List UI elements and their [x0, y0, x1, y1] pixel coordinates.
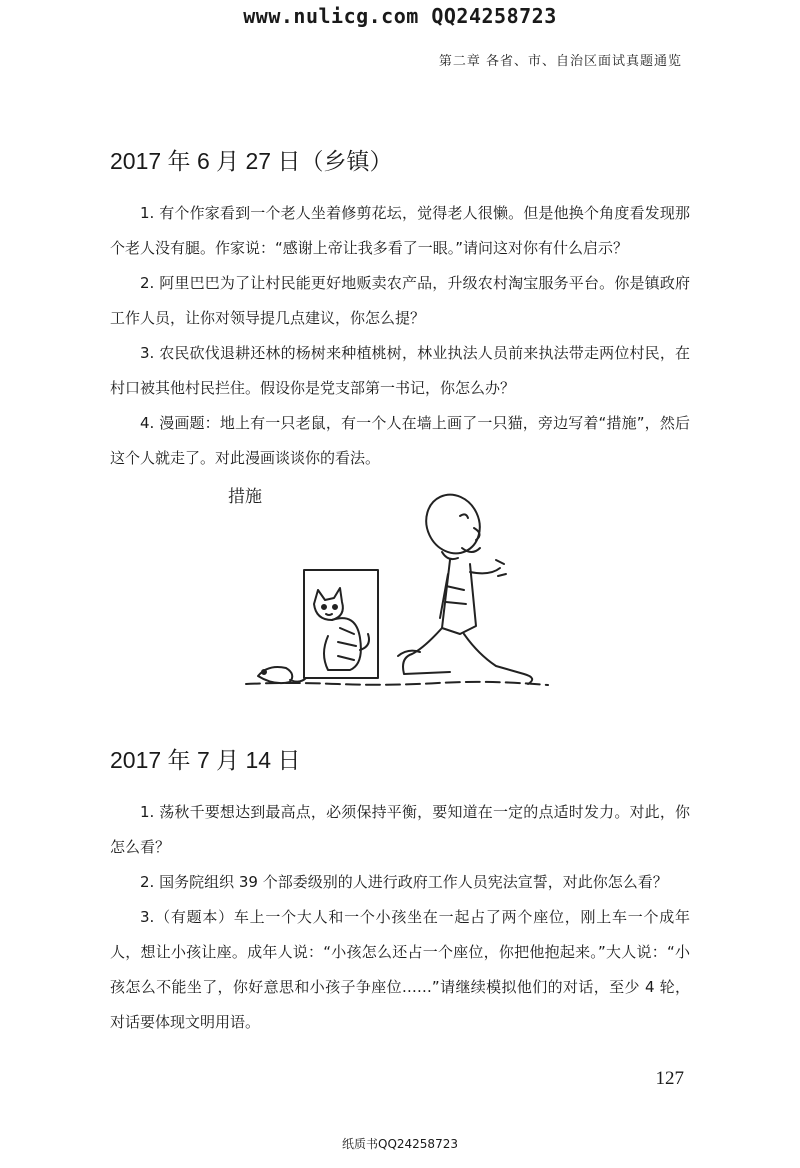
question-1-2: 2. 阿里巴巴为了让村民能更好地贩卖农产品，升级农村淘宝服务平台。你是镇政府工作人员，让你对领导提几点建议，你怎么提？	[110, 274, 690, 327]
top-watermark: www.nulicg.com QQ24258723	[243, 4, 557, 28]
question-2-2: 2. 国务院组织 39 个部委级别的人进行政府工作人员宪法宣誓，对此你怎么看？	[140, 873, 668, 891]
section-1-questions	[110, 196, 690, 476]
running-head: 第二章 各省、市、自治区面试真题通览	[438, 54, 682, 69]
section-title-1: 2017 年 6 月 27 日（乡镇）	[110, 148, 393, 174]
cartoon-illustration	[228, 478, 558, 696]
page-number: 127	[655, 1068, 684, 1089]
question-1-3: 3. 农民砍伐退耕还林的杨树来种植桃树，林业执法人员前来执法带走两位村民，在村口被其他村民拦住。假设你是党支部第一书记，你怎么办？	[110, 344, 690, 397]
question-2-1: 1. 荡秋千要想达到最高点，必须保持平衡，要知道在一定的点适时发力。对此，你怎么看？	[110, 803, 690, 856]
cartoon-label: 措施	[228, 487, 262, 507]
question-1-1: 1. 有个作家看到一个老人坐着修剪花坛，觉得老人很懒。但是他换个角度看发现那个老人没有腿。作家说：“感谢上帝让我多看了一眼。”请问这对你有什么启示？	[110, 204, 690, 257]
section-title-2: 2017 年 7 月 14 日	[110, 747, 301, 773]
cartoon-drawing	[228, 478, 558, 696]
bottom-watermark: 纸质书QQ24258723	[342, 1137, 458, 1151]
section-2-questions	[110, 795, 690, 1040]
question-2-3: 3.（有题本）车上一个大人和一个小孩坐在一起占了两个座位，刚上车一个成年人，想让小孩让座。成年人说：“小孩怎么还占一个座位，你把他抱起来。”大人说：“小孩怎么不能坐了，你好意思和小孩子争座位……”请继续模拟他们的对话，至少 4 轮，对话要体现文明用语。	[110, 908, 690, 1031]
question-1-4: 4. 漫画题：地上有一只老鼠，有一个人在墙上画了一只猫，旁边写着“措施”，然后这个人就走了。对此漫画谈谈你的看法。	[110, 414, 690, 467]
